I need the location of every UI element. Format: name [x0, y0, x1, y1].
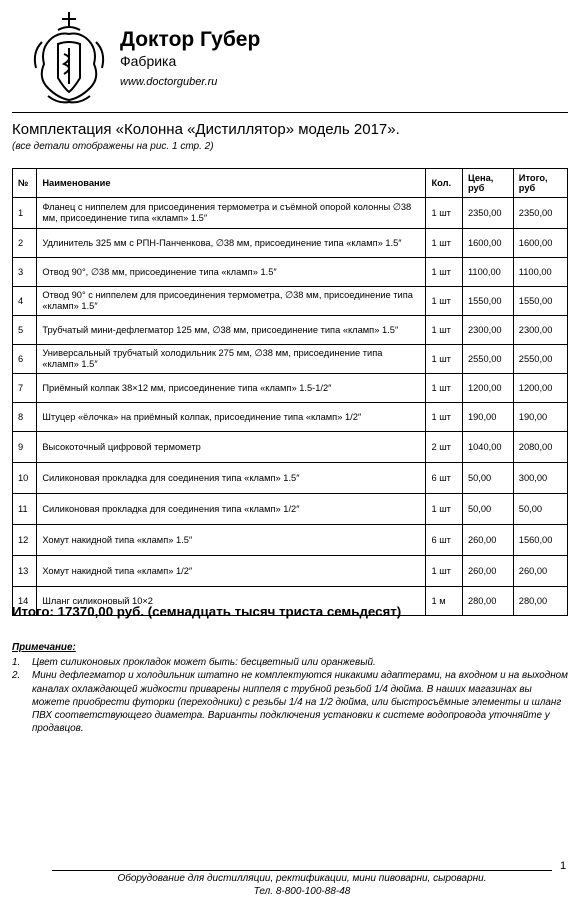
row-quantity: 1 шт [426, 345, 462, 374]
row-name: Удлинитель 325 мм с РПН-Панченкова, ∅38 мм, присоединение типа «кламп» 1.5″ [37, 229, 426, 258]
row-price: 280,00 [462, 587, 513, 616]
row-number: 9 [13, 432, 37, 463]
row-name: Хомут накидной типа «кламп» 1/2″ [37, 556, 426, 587]
brand-block [120, 28, 260, 90]
column-header-name: Наименование [37, 169, 426, 198]
row-number: 10 [13, 463, 37, 494]
row-name: Штуцер «ёлочка» на приёмный колпак, присоединение типа «кламп» 1/2″ [37, 403, 426, 432]
footer [52, 872, 552, 898]
row-name: Шланг силиконовый 10×2 [37, 587, 426, 616]
table-row [13, 258, 568, 287]
row-total: 2300,00 [513, 316, 567, 345]
row-number: 11 [13, 494, 37, 525]
row-price: 260,00 [462, 556, 513, 587]
document-title: Комплектация «Колонна «Дистиллятор» модель 2017». [12, 121, 400, 138]
brand-url: www.doctorguber.ru [120, 76, 218, 88]
specification-table [12, 168, 568, 616]
notes-section [12, 641, 568, 735]
column-header-quantity: Кол. [426, 169, 462, 198]
table-row [13, 229, 568, 258]
row-total: 1100,00 [513, 258, 567, 287]
row-number: 3 [13, 258, 37, 287]
row-price: 1600,00 [462, 229, 513, 258]
notes-title: Примечание: [12, 642, 76, 653]
table-row [13, 374, 568, 403]
table-row [13, 198, 568, 229]
row-number: 13 [13, 556, 37, 587]
row-total: 50,00 [513, 494, 567, 525]
row-name: Отвод 90° с ниппелем для присоединения термометра, ∅38 мм, присоединение типа «кламп» 1.5″ [37, 287, 426, 316]
row-quantity: 6 шт [426, 463, 462, 494]
table-row [13, 525, 568, 556]
row-price: 1550,00 [462, 287, 513, 316]
row-quantity: 1 шт [426, 316, 462, 345]
table-row [13, 494, 568, 525]
row-number: 14 [13, 587, 37, 616]
row-name: Универсальный трубчатый холодильник 275 мм, ∅38 мм, присоединение типа «кламп» 1.5″ [37, 345, 426, 374]
row-quantity: 1 шт [426, 403, 462, 432]
row-total: 260,00 [513, 556, 567, 587]
row-price: 2550,00 [462, 345, 513, 374]
row-number: 2 [13, 229, 37, 258]
row-quantity: 1 шт [426, 287, 462, 316]
note-text: Мини дефлегматор и холодильник штатно не комплектуются никакими адаптерами, на входном и на выходном каналах охлаждающей жидкости приварены ниппеля с трубной резьбой 1/4 дюйма. В наших магазинах вы можете приобрести футорки (переходники) с резьбы 1/4 на 1/2 дюйма, или быстросъёмные элементы и шланг ПВХ соответствующего диаметра. Варианты подключения установки к системе водопровода уточняйте у продавцов. [32, 670, 568, 735]
column-header-price: Цена, руб [462, 169, 513, 198]
note-item [12, 656, 568, 669]
brand-name: Доктор Губер [120, 28, 261, 51]
row-quantity: 1 м [426, 587, 462, 616]
brand-subtitle: Фабрика [120, 53, 177, 69]
row-price: 1100,00 [462, 258, 513, 287]
column-header-number: № [13, 169, 37, 198]
column-header-total: Итого, руб [513, 169, 567, 198]
row-total: 2080,00 [513, 432, 567, 463]
note-number: 1. [12, 657, 21, 669]
row-name: Отвод 90°, ∅38 мм, присоединение типа «кламп» 1.5″ [37, 258, 426, 287]
row-name: Высокоточный цифровой термометр [37, 432, 426, 463]
row-number: 1 [13, 198, 37, 229]
row-quantity: 1 шт [426, 494, 462, 525]
row-name: Трубчатый мини-дефлегматор 125 мм, ∅38 мм, присоединение типа «кламп» 1.5″ [37, 316, 426, 345]
row-number: 12 [13, 525, 37, 556]
row-total: 1560,00 [513, 525, 567, 556]
note-number: 2. [12, 670, 21, 682]
row-price: 190,00 [462, 403, 513, 432]
row-quantity: 1 шт [426, 374, 462, 403]
header [28, 8, 568, 108]
table-row [13, 345, 568, 374]
header-divider [12, 112, 568, 113]
page-number: 1 [560, 860, 567, 872]
row-price: 50,00 [462, 494, 513, 525]
footer-line: Оборудование для дистилляции, ректификации, мини пивоварни, сыроварни. [117, 873, 487, 884]
row-number: 8 [13, 403, 37, 432]
row-price: 2300,00 [462, 316, 513, 345]
row-name: Силиконовая прокладка для соединения типа «кламп» 1.5″ [37, 463, 426, 494]
row-total: 2550,00 [513, 345, 567, 374]
row-name: Приёмный колпак 38×12 мм, присоединение типа «кламп» 1.5-1/2″ [37, 374, 426, 403]
grand-total: Итого: 17370,00 руб. (семнадцать тысяч триста семьдесят) [12, 604, 402, 619]
row-quantity: 2 шт [426, 432, 462, 463]
row-price: 260,00 [462, 525, 513, 556]
row-total: 280,00 [513, 587, 567, 616]
row-number: 7 [13, 374, 37, 403]
coat-of-arms-logo [28, 8, 110, 106]
footer-phone: Тел. 8-800-100-88-48 [253, 886, 351, 897]
row-total: 1600,00 [513, 229, 567, 258]
row-number: 6 [13, 345, 37, 374]
row-price: 2350,00 [462, 198, 513, 229]
row-price: 50,00 [462, 463, 513, 494]
row-price: 1200,00 [462, 374, 513, 403]
footer-divider [52, 870, 552, 871]
table-row [13, 432, 568, 463]
table-row [13, 287, 568, 316]
table-row [13, 403, 568, 432]
table-row [13, 463, 568, 494]
row-quantity: 1 шт [426, 258, 462, 287]
table-header-row [13, 169, 568, 198]
row-total: 190,00 [513, 403, 567, 432]
row-total: 1200,00 [513, 374, 567, 403]
row-total: 300,00 [513, 463, 567, 494]
document-subtitle: (все детали отображены на рис. 1 стр. 2) [12, 141, 214, 152]
row-number: 5 [13, 316, 37, 345]
row-quantity: 1 шт [426, 198, 462, 229]
row-name: Фланец с ниппелем для присоединения термометра и съёмной опорой колонны ∅38 мм, присоединение типа «кламп» 1.5″ [37, 198, 426, 229]
note-item [12, 669, 568, 735]
row-total: 2350,00 [513, 198, 567, 229]
row-price: 1040,00 [462, 432, 513, 463]
row-total: 1550,00 [513, 287, 567, 316]
table-row [13, 556, 568, 587]
row-quantity: 1 шт [426, 229, 462, 258]
row-quantity: 1 шт [426, 556, 462, 587]
table-row [13, 316, 568, 345]
row-name: Силиконовая прокладка для соединения типа «кламп» 1/2″ [37, 494, 426, 525]
note-text: Цвет силиконовых прокладок может быть: бесцветный или оранжевый. [32, 657, 376, 669]
row-number: 4 [13, 287, 37, 316]
row-name: Хомут накидной типа «кламп» 1.5″ [37, 525, 426, 556]
row-quantity: 6 шт [426, 525, 462, 556]
